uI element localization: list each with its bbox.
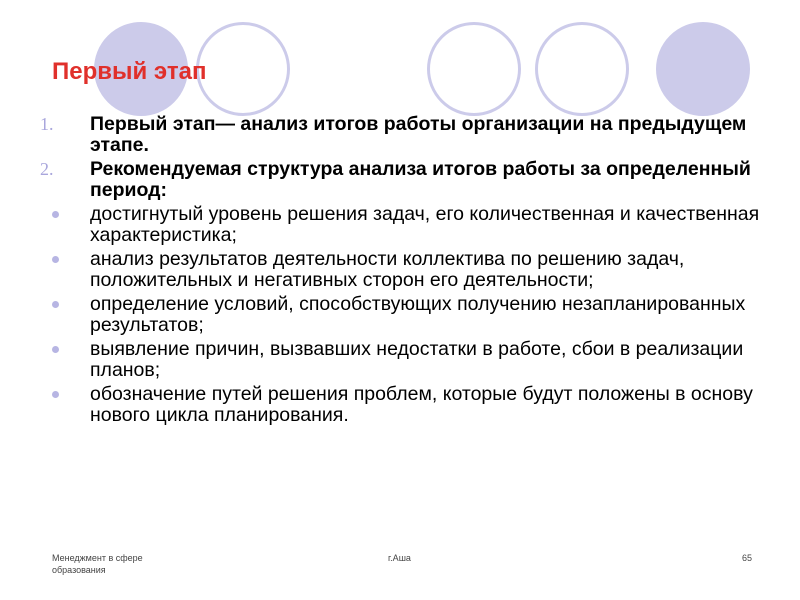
item-text: выявление причин, вызвавших недостатки в работе, сбои в реализации планов;	[90, 338, 744, 381]
bullet-item	[40, 339, 760, 381]
decorative-circle-4	[535, 22, 629, 116]
item-text: Первый этап— анализ итогов работы организации на предыдущем этапе.	[90, 113, 747, 156]
bullet-dot-icon	[52, 256, 59, 263]
item-text: обозначение путей решения проблем, которые будут положены в основу нового цикла планирования.	[90, 383, 753, 426]
footer-location: г.Аша	[388, 553, 411, 563]
item-number: 2.	[40, 159, 54, 179]
numbered-item	[40, 159, 760, 201]
decorative-circle-5	[656, 22, 750, 116]
item-text: определение условий, способствующих получению незапланированных результатов;	[90, 293, 746, 336]
content-list	[40, 114, 760, 429]
decorative-circle-3	[427, 22, 521, 116]
bullet-dot-icon	[52, 391, 59, 398]
footer-page-number: 65	[741, 553, 752, 563]
item-text: достигнутый уровень решения задач, его количественная и качественная характеристика;	[90, 203, 760, 246]
item-text: Рекомендуемая структура анализа итогов работы за определенный период:	[90, 158, 751, 201]
slide-title: Первый этап	[52, 58, 207, 85]
bullet-item	[40, 294, 760, 336]
footer-course-name: Менеджмент в сфере образования	[52, 553, 143, 575]
numbered-item	[40, 114, 760, 156]
item-number: 1.	[40, 114, 54, 134]
bullet-item	[40, 204, 760, 246]
bullet-dot-icon	[52, 346, 59, 353]
decorative-circle-2	[196, 22, 290, 116]
bullet-item	[40, 384, 760, 426]
bullet-dot-icon	[52, 211, 59, 218]
bullet-item	[40, 249, 760, 291]
bullet-dot-icon	[52, 301, 59, 308]
item-text: анализ результатов деятельности коллектива по решению задач, положительных и негативных сторон его деятельности;	[90, 248, 685, 291]
